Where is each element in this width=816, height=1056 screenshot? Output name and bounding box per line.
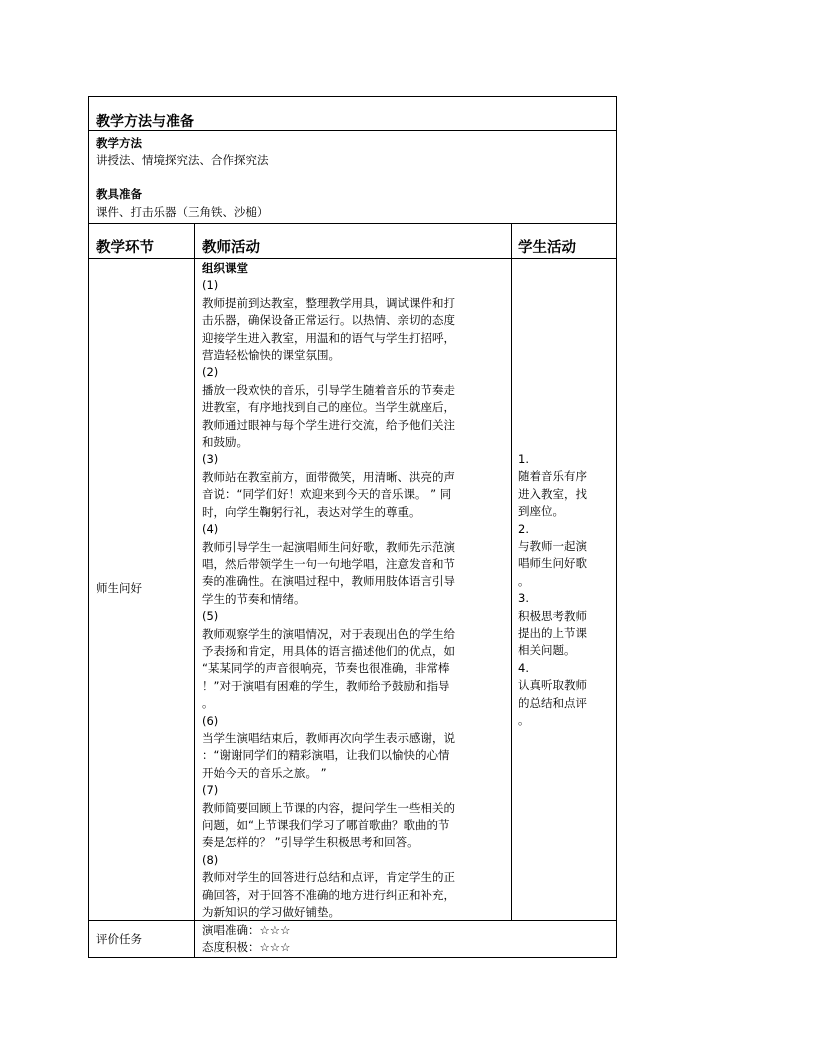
lesson-plan-table xyxy=(88,96,617,958)
column-header-student: 学生活动 xyxy=(518,240,576,256)
teacher-activity-line: (4) xyxy=(202,522,219,537)
teacher-activity-line: 营造轻松愉快的课堂氛围。 xyxy=(202,348,340,363)
teacher-activity-line: 学生的节奏和情绪。 xyxy=(202,591,306,606)
student-activity-line: 2. xyxy=(518,521,529,536)
student-activity-line: 认真听取教师 xyxy=(518,678,587,693)
student-activity-line: 进入教室，找 xyxy=(518,486,587,501)
teacher-activity-line: “某某同学的声音很响亮，节奏也很准确，非常棒 xyxy=(202,661,450,676)
teacher-activity-line: 教师通过眼神与每个学生进行交流，给予他们关注 xyxy=(202,417,455,432)
teacher-activity-line: (8) xyxy=(202,852,219,867)
teacher-activity-line: 唱，然后带领学生一句一句地学唱，注意发音和节 xyxy=(202,556,455,571)
teacher-activity-line: 教师站在教室前方，面带微笑，用清晰、洪亮的声 xyxy=(202,469,455,484)
teacher-activity-line: 时，向学生鞠躬行礼，表达对学生的尊重。 xyxy=(202,504,421,519)
student-activity xyxy=(518,451,587,730)
teacher-activity-line: 教师对学生的回答进行总结和点评，肯定学生的正 xyxy=(202,870,455,885)
section-title: 教学方法与准备 xyxy=(96,114,194,130)
methods-heading: 教学方法 xyxy=(96,136,142,150)
methods-text: 讲授法、情境探究法、合作探究法 xyxy=(96,153,269,167)
teacher-activity-line: (1) xyxy=(202,278,219,293)
column-header-teacher: 教师活动 xyxy=(202,240,260,256)
tools-heading: 教具准备 xyxy=(96,187,142,201)
teacher-activity-line: 当学生演唱结束后，教师再次向学生表示感谢，说 xyxy=(202,730,455,745)
evaluation-line: 演唱准确：☆☆☆ xyxy=(202,923,291,937)
row-divider xyxy=(88,223,616,224)
stage-label: 师生问好 xyxy=(96,581,142,595)
student-activity-line: 1. xyxy=(518,452,529,466)
student-activity-line: 。 xyxy=(518,573,530,588)
tools-text: 课件、打击乐器（三角铁、沙槌） xyxy=(96,205,269,219)
teacher-activity-line: 迎接学生进入教室，用温和的语气与学生打招呼， xyxy=(202,330,455,345)
evaluation-items xyxy=(202,922,290,957)
column-header-stage: 教学环节 xyxy=(96,240,154,256)
teacher-activity-line: 予表扬和肯定，用具体的语言描述他们的优点，如 xyxy=(202,643,455,658)
teacher-activity-line: (3) xyxy=(202,452,219,467)
teacher-activity-line: 。 xyxy=(202,696,214,711)
row-divider xyxy=(88,258,616,259)
teacher-activity-line: 播放一段欢快的音乐，引导学生随着音乐的节奏走 xyxy=(202,382,455,397)
teacher-activity-line: 问题，如“上节课我们学习了哪首歌曲？歌曲的节 xyxy=(202,818,450,832)
teacher-activity-line: 和鼓励。 xyxy=(202,435,248,450)
student-activity-line: 积极思考教师 xyxy=(518,608,587,623)
evaluation-line: 态度积极：☆☆☆ xyxy=(202,940,291,955)
teacher-activity-line: 教师简要回顾上节课的内容，提问学生一些相关的 xyxy=(202,800,455,815)
student-activity-line: 到座位。 xyxy=(518,504,564,519)
teacher-activity-line: (2) xyxy=(202,365,219,380)
teacher-activity-line: 奏的准确性。在演唱过程中，教师用肢体语言引导 xyxy=(202,574,455,589)
teacher-activity-line: ：“谢谢同学们的精彩演唱，让我们以愉快的心情 xyxy=(202,748,450,763)
teacher-activity-line: (7) xyxy=(202,783,219,798)
column-divider xyxy=(511,223,512,920)
student-activity-line: 3. xyxy=(518,591,529,606)
student-activity-line: 4. xyxy=(518,660,529,675)
teacher-activity-line: 组织课堂 xyxy=(202,261,248,275)
column-divider xyxy=(194,223,195,957)
student-activity-line: 与教师一起演 xyxy=(518,539,587,554)
teacher-activity-line: 开始今天的音乐之旅。 ” xyxy=(202,765,327,780)
student-activity-line: 相关问题。 xyxy=(518,643,576,658)
teacher-activity-line: (6) xyxy=(202,713,219,728)
teacher-activity-line: ！”对于演唱有困难的学生，教师给予鼓励和指导 xyxy=(202,678,450,693)
student-activity-line: 唱师生问好歌 xyxy=(518,556,587,571)
teacher-activity-line: 音说：“同学们好！欢迎来到今天的音乐课。 ” 同 xyxy=(202,487,452,502)
teacher-activity-line: 奏是怎样的？ ”引导学生积极思考和回答。 xyxy=(202,835,419,850)
teacher-activity-line: 为新知识的学习做好铺垫。 xyxy=(202,905,340,920)
teacher-activity-line: 教师观察学生的演唱情况，对于表现出色的学生给 xyxy=(202,626,455,641)
teacher-activity xyxy=(202,260,455,921)
teacher-activity-line: 进教室，有序地找到自己的座位。当学生就座后， xyxy=(202,400,455,415)
evaluation-label: 评价任务 xyxy=(96,932,142,946)
teacher-activity-line: 击乐器，确保设备正常运行。以热情、亲切的态度 xyxy=(202,313,455,328)
teacher-activity-line: 确回答，对于回答不准确的地方进行纠正和补充， xyxy=(202,887,455,902)
student-activity-line: 的总结和点评 xyxy=(518,695,587,710)
student-activity-line: 随着音乐有序 xyxy=(518,469,587,484)
student-activity-line: 提出的上节课 xyxy=(518,626,587,641)
teacher-activity-line: 教师引导学生一起演唱师生问好歌，教师先示范演 xyxy=(202,539,455,554)
teacher-activity-line: 教师提前到达教室，整理教学用具，调试课件和打 xyxy=(202,295,455,310)
student-activity-line: 。 xyxy=(518,713,530,728)
teacher-activity-line: (5) xyxy=(202,609,219,624)
